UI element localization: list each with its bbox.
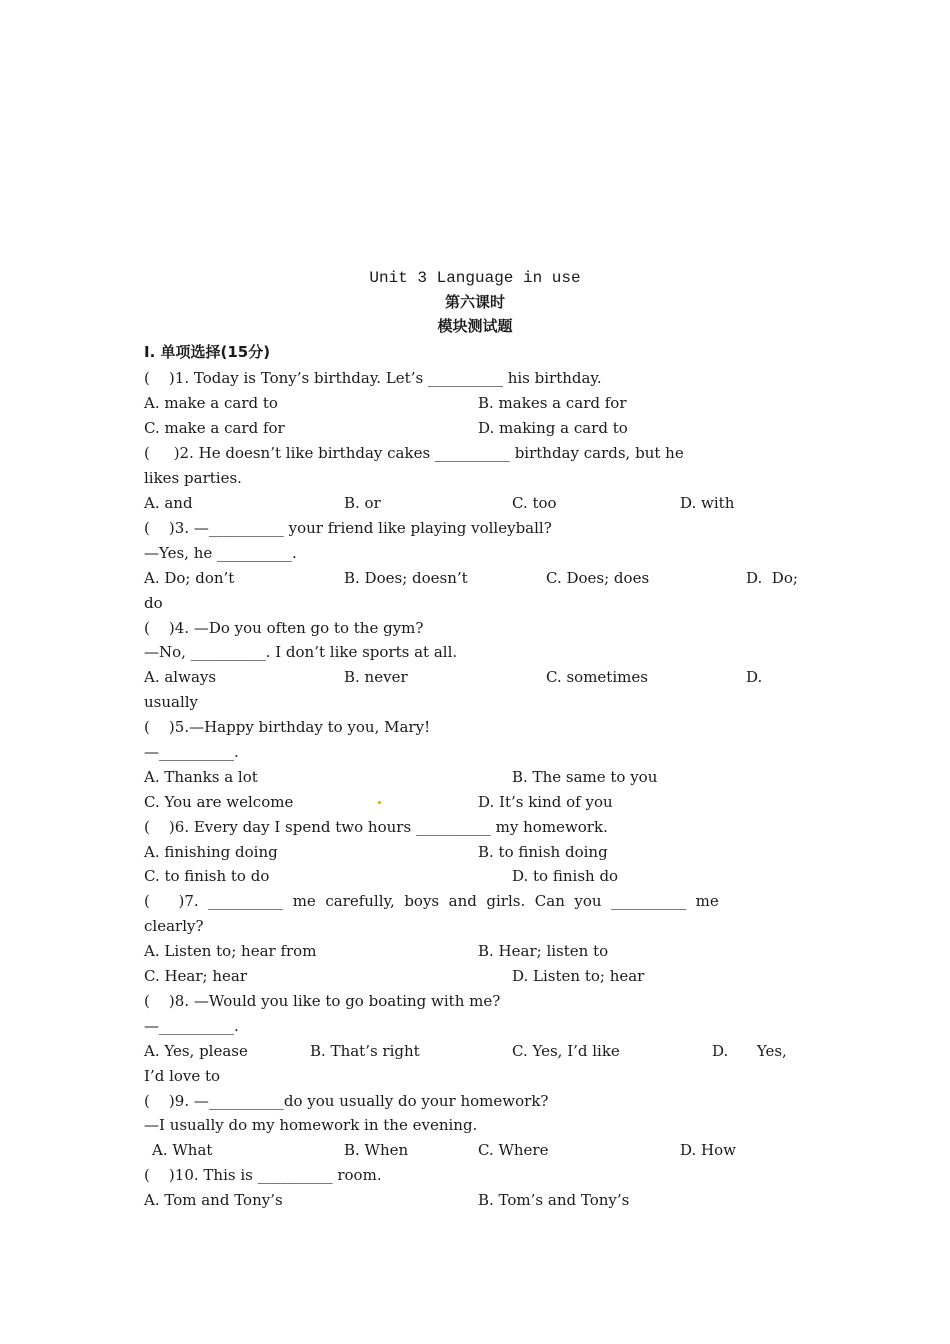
question-2-stem-cont: likes parties. [144,469,242,487]
question-10-option-b: B. Tom’s and Tony’s [478,1191,630,1209]
question-2-option-a: A. and [144,494,193,512]
question-3-option-a: A. Do; don’t [144,569,235,587]
question-3-option-c: C. Does; does [546,569,650,587]
question-4-option-d: D. [746,668,763,686]
test-title: 模块测试题 [437,317,513,335]
question-8-stem-cont: —__________. [144,1017,239,1035]
unit-title: Unit 3 Language in use [369,269,581,287]
question-2-option-b: B. or [344,494,381,512]
question-3-option-d: D. Do; [746,569,798,587]
lesson-title: 第六课时 [444,293,505,311]
question-4-option-c: C. sometimes [546,668,648,686]
question-6-option-d: D. to finish do [512,867,619,885]
question-4-stem: ( )4. —Do you often go to the gym? [144,619,424,637]
question-9-option-b: B. When [344,1141,409,1159]
question-4-stem-cont: —No, __________. I don’t like sports at all. [144,643,458,661]
question-8-option-a: A. Yes, please [144,1042,248,1060]
question-9-stem-cont: —I usually do my homework in the evening. [144,1116,478,1134]
question-6-option-b: B. to finish doing [478,843,608,861]
question-1-option-c: C. make a card for [144,419,285,437]
question-9-option-a: A. What [152,1141,213,1159]
question-1-option-a: A. make a card to [144,394,278,412]
question-3-option-d-cont: do [144,594,163,612]
question-8-option-b: B. That’s right [310,1042,420,1060]
question-10-stem: ( )10. This is __________ room. [144,1166,382,1184]
question-7-stem: ( )7. __________ me carefully, boys and girls. Can you __________ me [144,892,719,910]
question-5-stem: ( )5.—Happy birthday to you, Mary! [144,718,431,736]
question-7-option-d: D. Listen to; hear [512,967,645,985]
question-10-option-a: A. Tom and Tony’s [144,1191,283,1209]
question-3-stem: ( )3. —__________ your friend like playing volleyball? [144,519,552,537]
question-5-stem-cont: —__________. [144,743,239,761]
question-2-stem: ( )2. He doesn’t like birthday cakes __________ birthday cards, but he [144,444,684,462]
question-8-option-d: D. Yes, [712,1042,787,1060]
question-2-option-d: D. with [680,494,735,512]
question-1-option-d: D. making a card to [478,419,628,437]
question-5-option-c: C. You are welcome [144,793,294,811]
question-5-option-d: D. It’s kind of you [478,793,613,811]
question-6-stem: ( )6. Every day I spend two hours __________ my homework. [144,818,608,836]
question-6-option-c: C. to finish to do [144,867,270,885]
question-8-stem: ( )8. —Would you like to go boating with me? [144,992,501,1010]
question-2-option-c: C. too [512,494,557,512]
question-1-stem: ( )1. Today is Tony’s birthday. Let’s __________ his birthday. [144,369,602,387]
question-4-option-d-cont: usually [144,693,199,711]
question-6-option-a: A. finishing doing [144,843,278,861]
question-4-option-b: B. never [344,668,408,686]
question-3-option-b: B. Does; doesn’t [344,569,468,587]
question-9-option-d: D. How [680,1141,736,1159]
section-heading: Ⅰ. 单项选择(15分) [144,343,271,361]
question-5-option-a: A. Thanks a lot [144,768,258,786]
question-7-stem-cont: clearly? [144,917,204,935]
question-9-stem: ( )9. —__________do you usually do your homework? [144,1092,549,1110]
question-9-option-c: C. Where [478,1141,549,1159]
question-7-option-a: A. Listen to; hear from [144,942,317,960]
yellow-dot [378,801,381,804]
question-3-stem-cont: —Yes, he __________. [144,544,297,562]
question-7-option-b: B. Hear; listen to [478,942,609,960]
question-8-option-d-cont: I’d love to [144,1067,221,1085]
question-1-option-b: B. makes a card for [478,394,627,412]
question-7-option-c: C. Hear; hear [144,967,248,985]
question-8-option-c: C. Yes, I’d like [512,1042,620,1060]
question-4-option-a: A. always [144,668,217,686]
question-5-option-b: B. The same to you [512,768,658,786]
